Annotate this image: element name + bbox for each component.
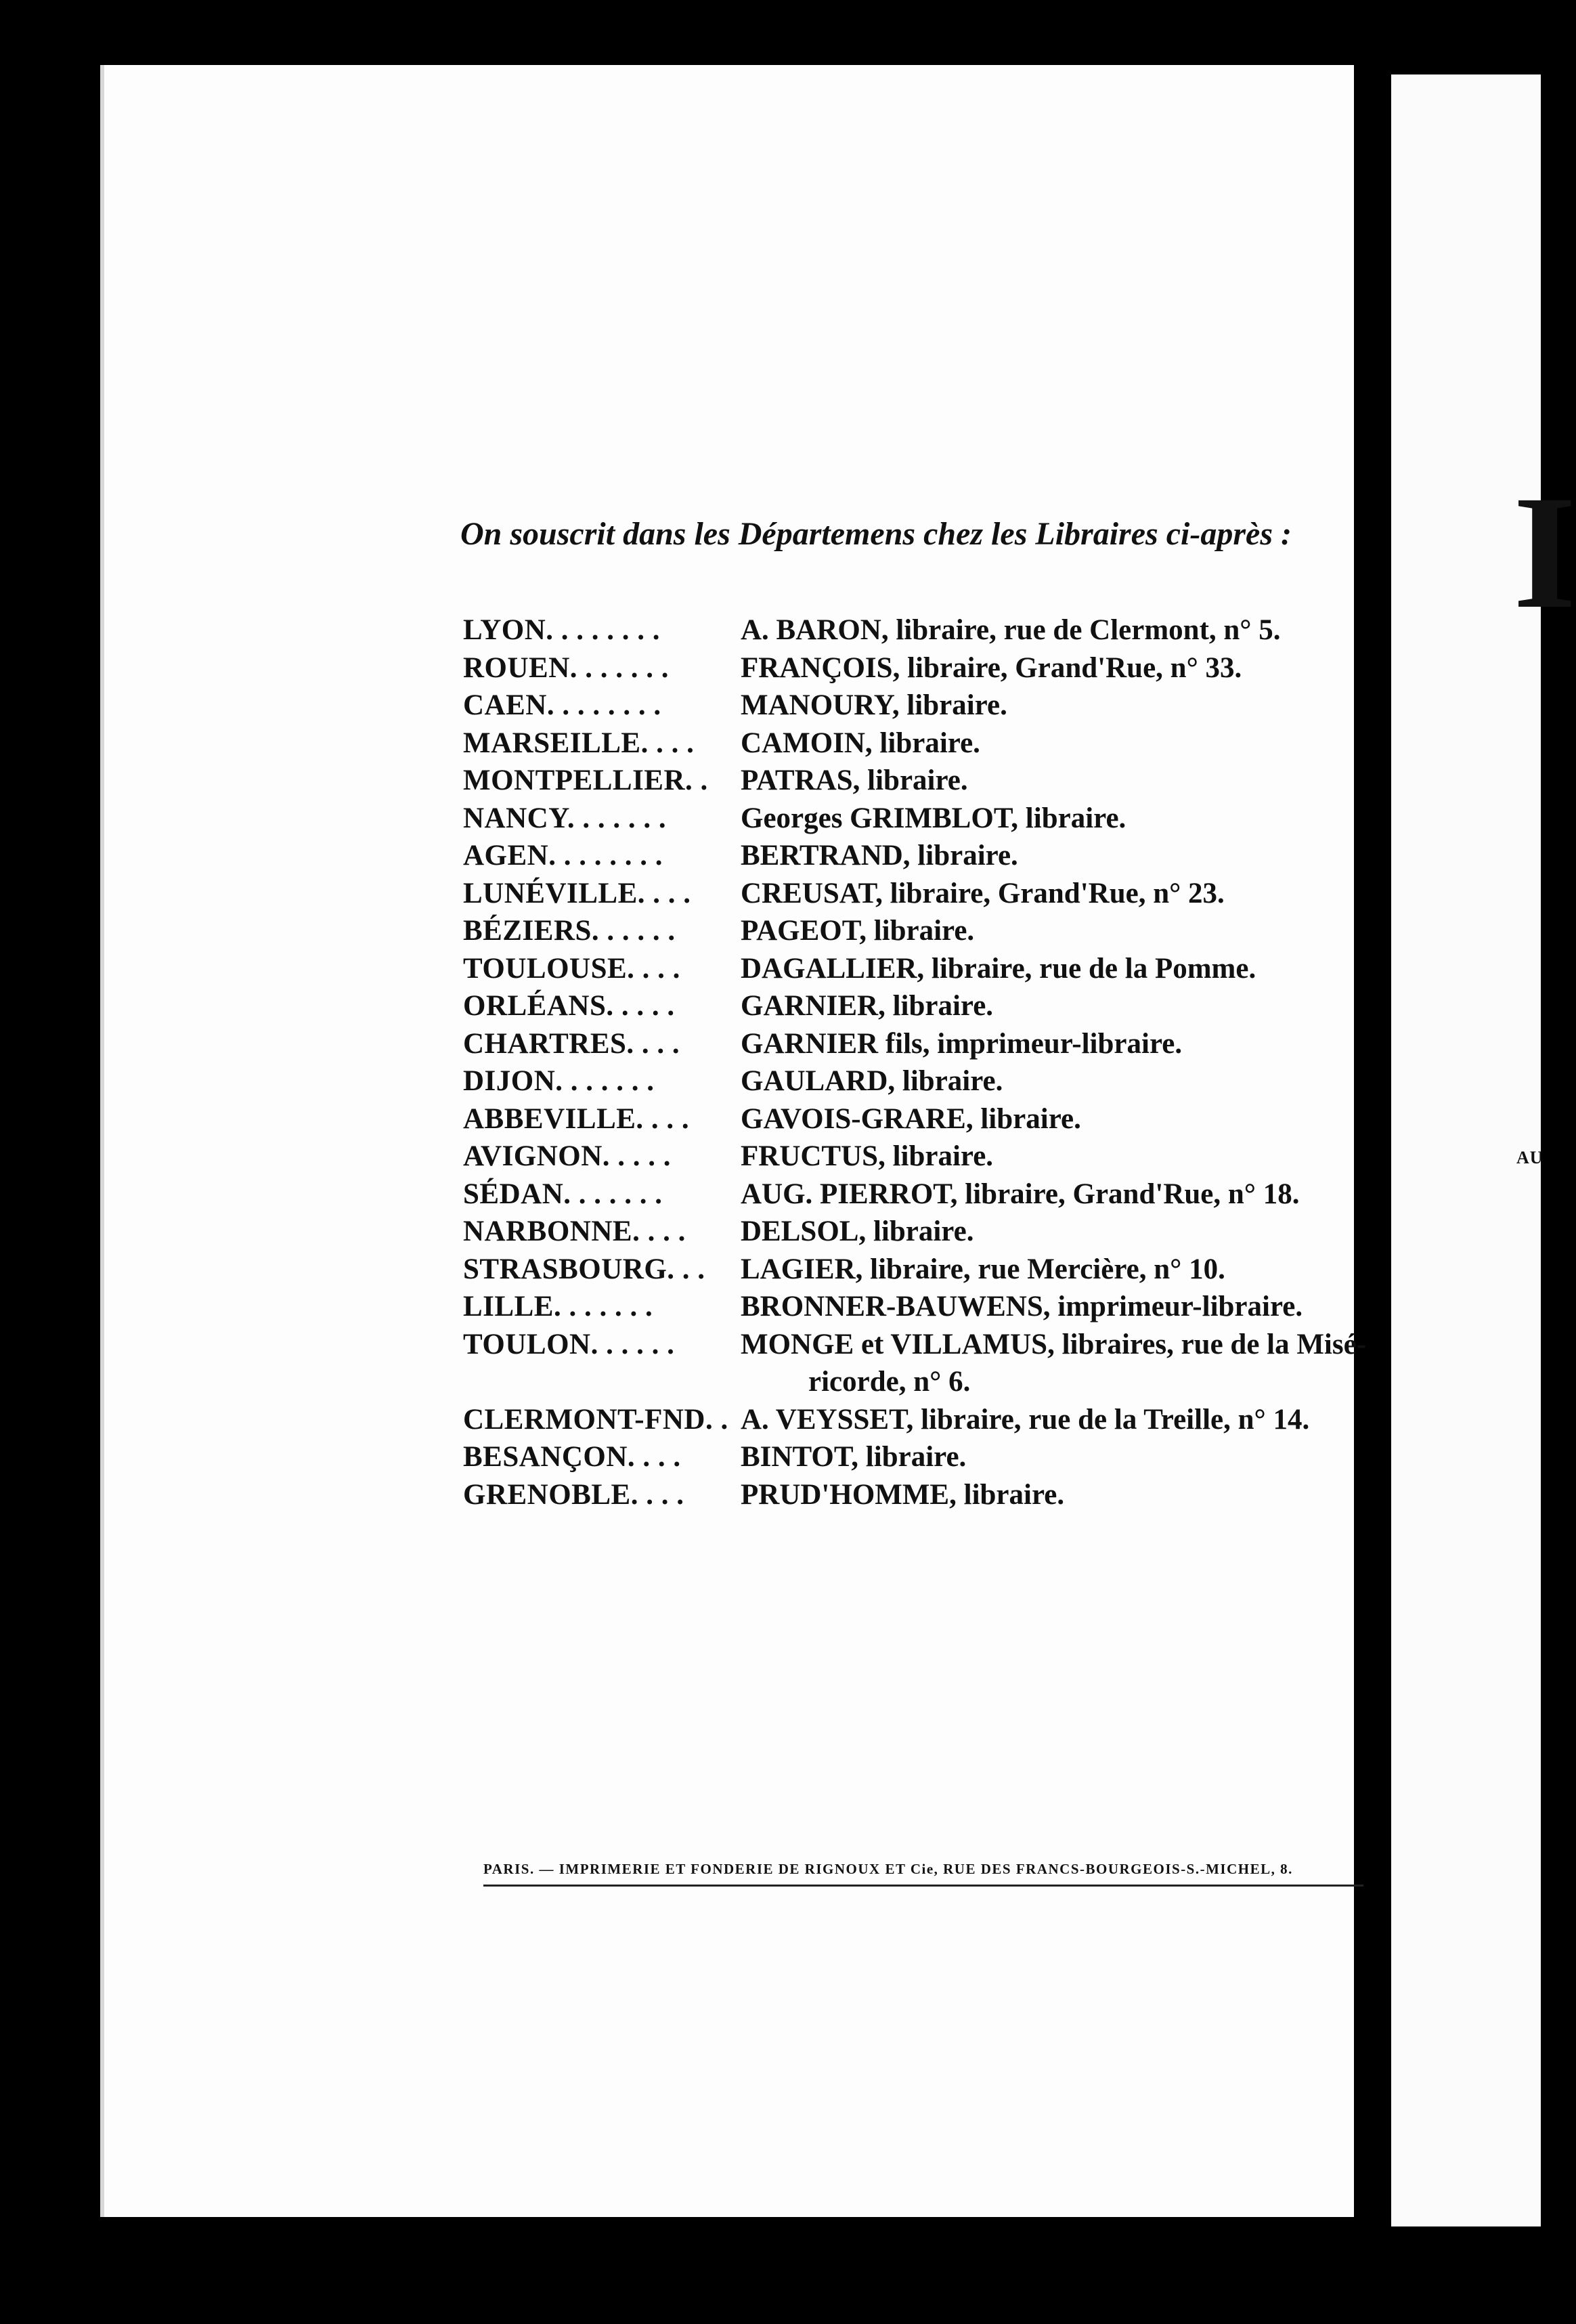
list-item [463, 877, 1438, 915]
list-item [463, 689, 1438, 727]
list-item [463, 1328, 1438, 1366]
city-name: TOULON. . . . . . [463, 1328, 675, 1360]
bookseller-entry: GARNIER fils, imprimeur-libraire. [741, 1027, 1183, 1060]
city-name: LUNÉVILLE. . . . [463, 877, 691, 909]
list-item [463, 764, 1438, 802]
list-item [463, 1102, 1438, 1140]
list-item [463, 614, 1438, 651]
list-item [463, 952, 1438, 990]
list-item [463, 839, 1438, 877]
bookseller-entry: PRUD'HOMME, libraire. [741, 1478, 1065, 1511]
city-name: CLERMONT-FND. . [463, 1403, 728, 1436]
list-item [463, 1478, 1438, 1516]
bookseller-entry: GAVOIS-GRARE, libraire. [741, 1102, 1081, 1135]
city-name: GRENOBLE. . . . [463, 1478, 684, 1511]
city-name: SÉDAN. . . . . . . [463, 1178, 663, 1210]
city-name: AGEN. . . . . . . . [463, 840, 663, 872]
list-item [463, 802, 1438, 840]
bookseller-entry: BERTRAND, libraire. [741, 840, 1018, 872]
page-heading: On souscrit dans les Départemens chez les Libraires ci-après : [460, 516, 1292, 552]
city-name: CHARTRES. . . . [463, 1027, 680, 1060]
city-name: TOULOUSE. . . . [463, 952, 680, 985]
facing-page-edge [1391, 74, 1576, 2226]
list-item [463, 1440, 1438, 1478]
list-item [463, 1290, 1438, 1328]
list-item [463, 1064, 1438, 1102]
city-name: NARBONNE. . . . [463, 1215, 686, 1247]
bookseller-entry: AUG. PIERROT, libraire, Grand'Rue, n° 18. [741, 1178, 1300, 1210]
list-item [463, 914, 1438, 952]
list-item [463, 1403, 1438, 1441]
entry-continuation: ricorde, n° 6. [808, 1366, 971, 1398]
city-name: MONTPELLIER. . [463, 765, 708, 796]
bookseller-entry: CAMOIN, libraire. [741, 727, 980, 759]
city-name: LYON. . . . . . . . [463, 614, 661, 646]
list-item [463, 1027, 1438, 1065]
bookseller-entry: CREUSAT, libraire, Grand'Rue, n° 23. [741, 877, 1225, 909]
bookseller-entry: Georges GRIMBLOT, libraire. [741, 802, 1126, 834]
city-name: BESANÇON. . . . [463, 1441, 681, 1473]
city-name: AVIGNON. . . . . [463, 1140, 672, 1172]
city-name: ABBEVILLE. . . . [463, 1102, 690, 1135]
list-item [463, 1215, 1438, 1253]
list-item [463, 727, 1438, 765]
bookseller-entry: FRUCTUS, libraire. [741, 1140, 994, 1172]
city-name: ROUEN. . . . . . . [463, 651, 670, 684]
facing-page-text: AU [1516, 1148, 1544, 1167]
facing-page-letter: I [1513, 462, 1576, 642]
city-name: BÉZIERS. . . . . . [463, 915, 676, 947]
bookseller-entry: MANOURY, libraire. [741, 689, 1007, 721]
bookseller-entry: PATRAS, libraire. [741, 765, 968, 796]
list-item [463, 1253, 1438, 1291]
bookseller-entry: BINTOT, libraire. [741, 1441, 967, 1473]
bookseller-entry: FRANÇOIS, libraire, Grand'Rue, n° 33. [741, 651, 1242, 684]
bookseller-entry: LAGIER, libraire, rue Mercière, n° 10. [741, 1253, 1225, 1285]
bookseller-list [463, 614, 1438, 1515]
bookseller-entry: A. VEYSSET, libraire, rue de la Treille, n° 14. [741, 1403, 1310, 1436]
city-name: CAEN. . . . . . . . [463, 689, 661, 721]
bookseller-entry: GAULARD, libraire. [741, 1065, 1003, 1097]
city-name: DIJON. . . . . . . [463, 1065, 655, 1097]
list-item [463, 1178, 1438, 1215]
list-item [463, 651, 1438, 689]
city-name: MARSEILLE. . . . [463, 727, 695, 759]
city-name: STRASBOURG. . . [463, 1253, 705, 1285]
city-name: ORLÉANS. . . . . [463, 990, 675, 1022]
list-item [463, 989, 1438, 1027]
bookseller-entry: BRONNER-BAUWENS, imprimeur-libraire. [741, 1291, 1303, 1322]
bookseller-entry: MONGE et VILLAMUS, libraires, rue de la Misé- [741, 1328, 1367, 1360]
bookseller-entry: A. BARON, libraire, rue de Clermont, n° 5. [741, 614, 1281, 646]
list-item [463, 1140, 1438, 1178]
printer-imprint: PARIS. — IMPRIMERIE ET FONDERIE DE RIGNOUX ET Cie, RUE DES FRANCS-BOURGEOIS-S.-MICHEL, 8. [483, 1861, 1363, 1887]
bookseller-entry: DELSOL, libraire. [741, 1215, 974, 1247]
city-name: LILLE. . . . . . . [463, 1291, 653, 1322]
city-name: NANCY. . . . . . . [463, 802, 667, 834]
bookseller-entry: GARNIER, libraire. [741, 990, 994, 1022]
bookseller-entry: PAGEOT, libraire. [741, 915, 975, 947]
book-page [100, 65, 1367, 2217]
bookseller-entry: DAGALLIER, libraire, rue de la Pomme. [741, 952, 1256, 985]
